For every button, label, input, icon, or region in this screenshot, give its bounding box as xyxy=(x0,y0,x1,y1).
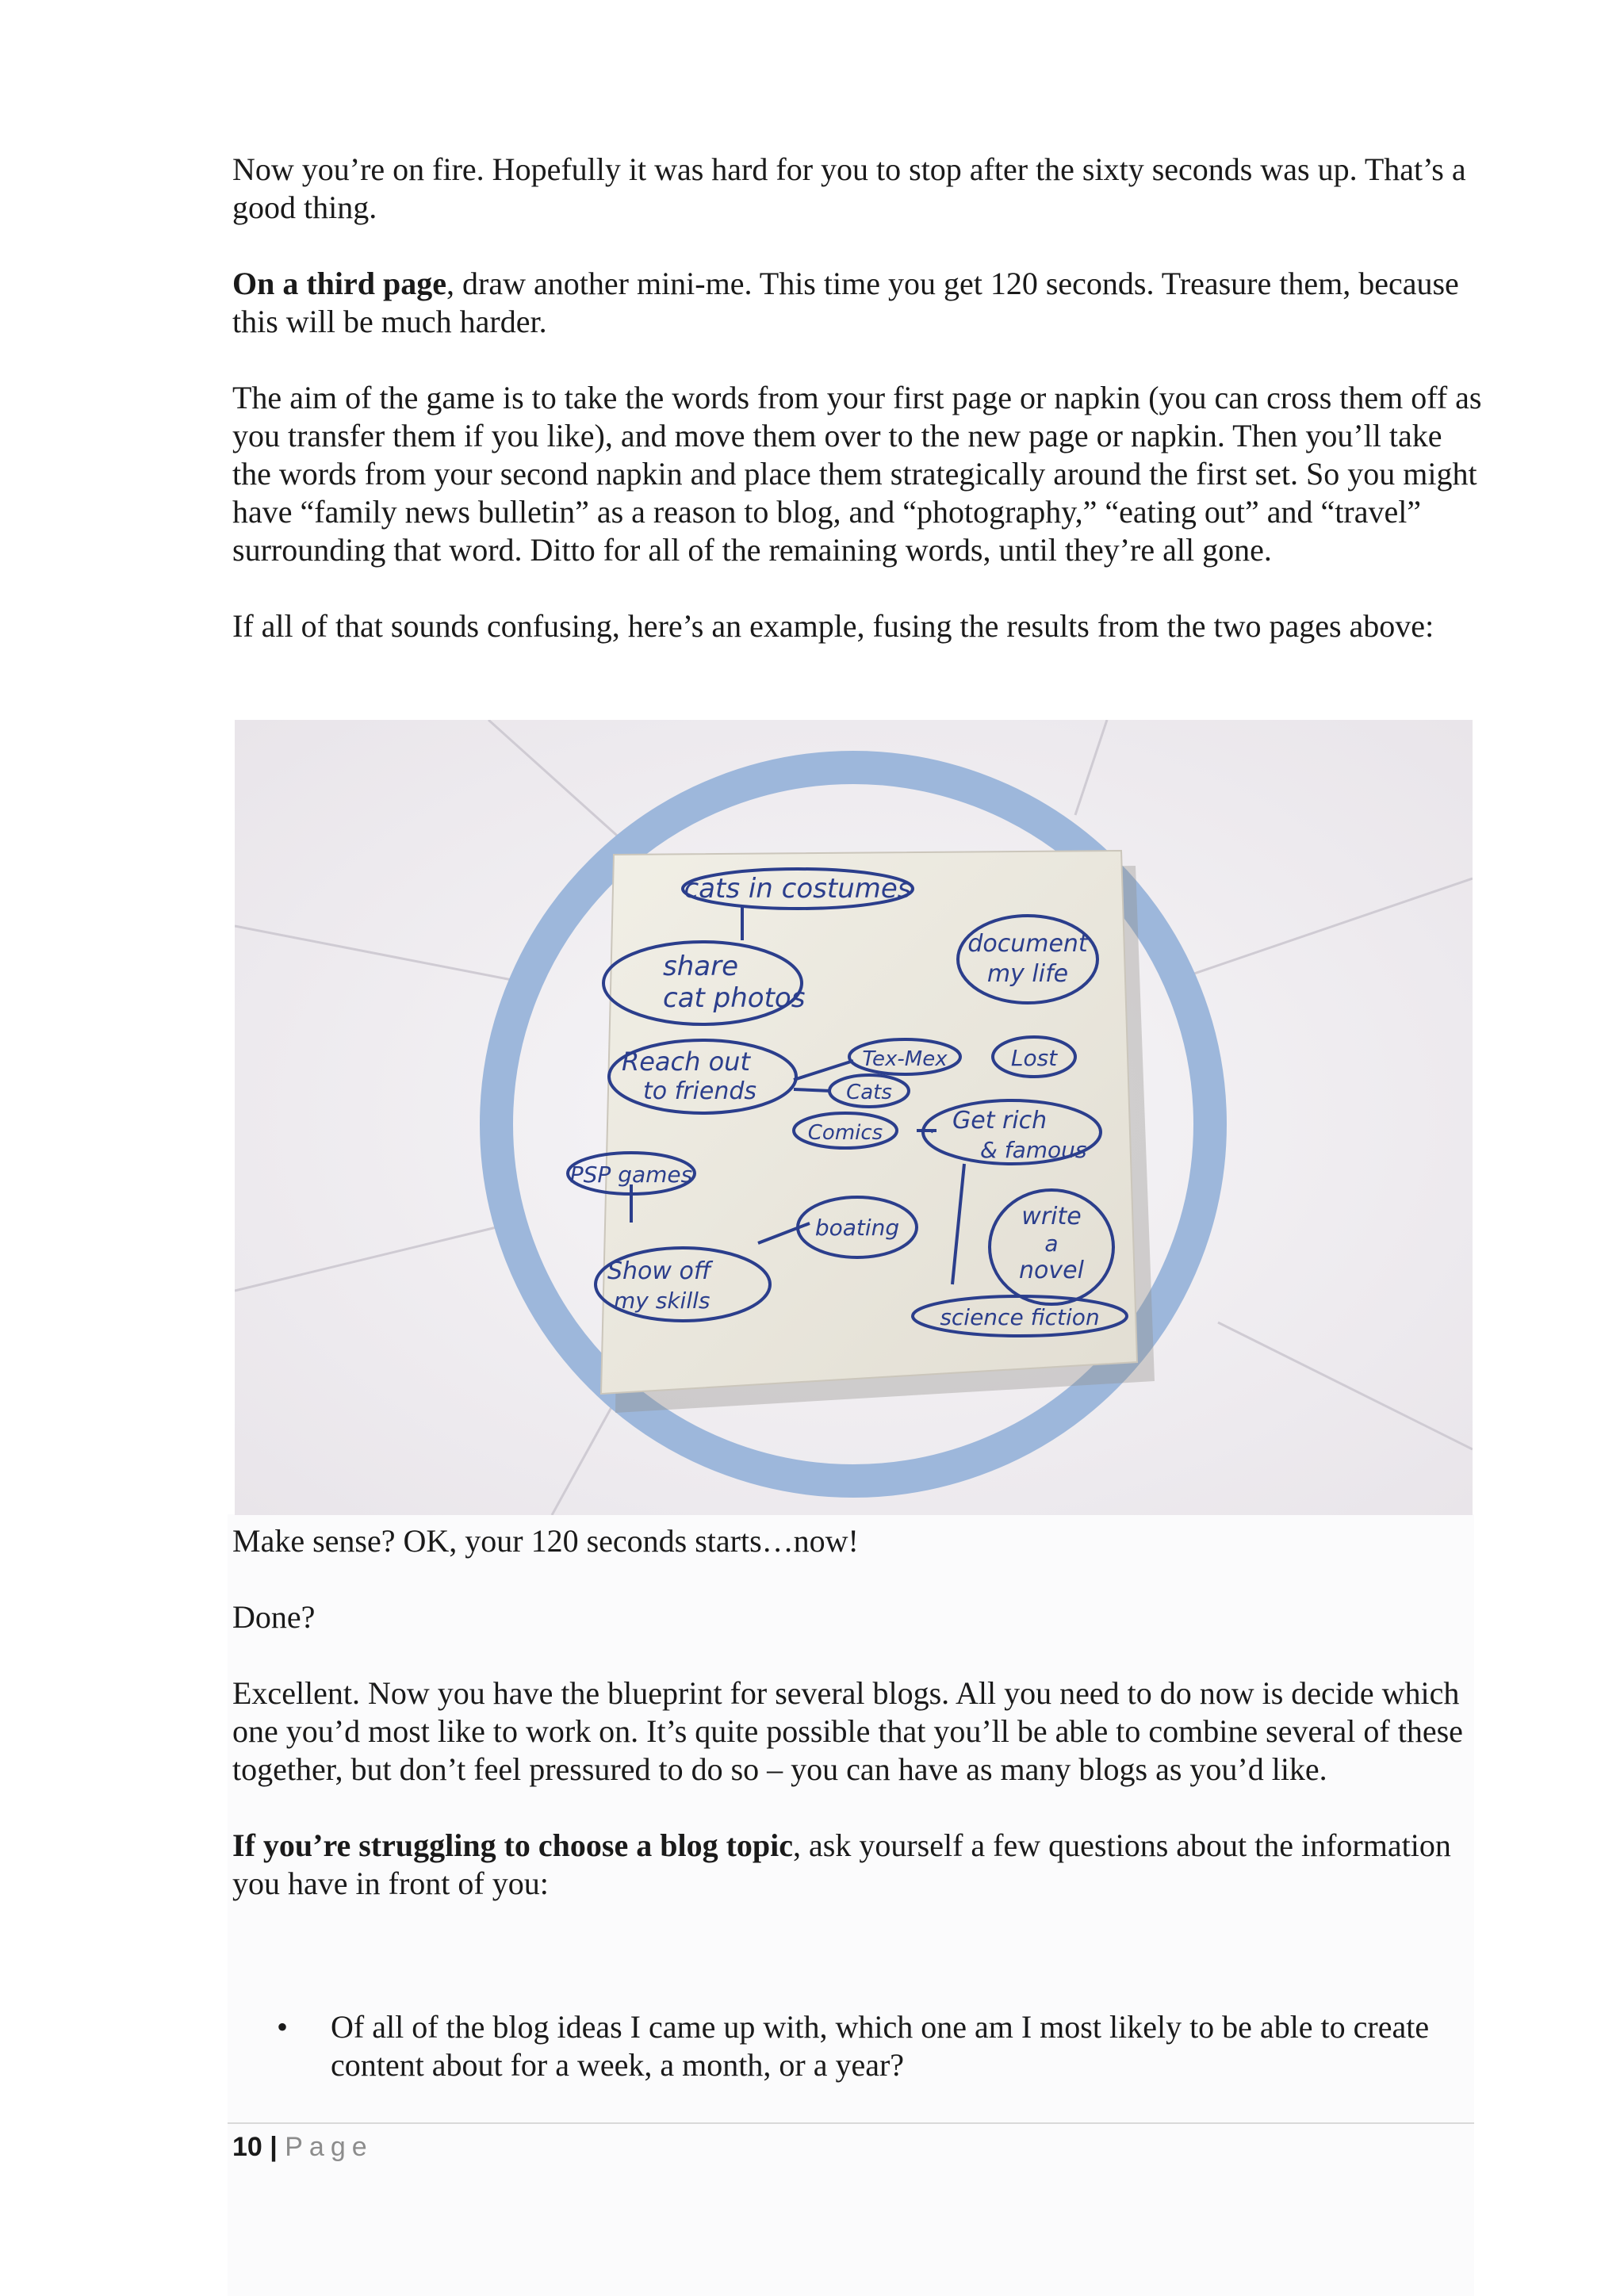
node-write-label-2: a xyxy=(1044,1230,1059,1257)
bullet-list xyxy=(232,2008,1485,2084)
node-show-label-1: Show off xyxy=(607,1257,711,1285)
node-boating-label: boating xyxy=(814,1215,900,1241)
node-share-label-1: share xyxy=(663,951,738,982)
node-rich-label-2: & famous xyxy=(980,1137,1087,1163)
paragraph-8-text: , ask yourself a few questions about the information you have in front of you: xyxy=(232,1827,1451,1901)
paragraph-2-text: , draw another mini-me. This time you get 120 seconds. Treasure them, because this will be much harder. xyxy=(232,266,1459,339)
node-document-label-2: my life xyxy=(986,960,1069,988)
paragraph-7: Excellent. Now you have the blueprint for several blogs. All you need to do now is decide which one you’d most like to work on. It’s quite possible that you’ll be able to combine several of these together, but don’t feel pressured to do so – you can have as many blogs as you’d like. xyxy=(232,1675,1463,1787)
node-scifi-label: science fiction xyxy=(940,1304,1100,1330)
page-number: 10 xyxy=(232,2132,262,2162)
paragraph-3: The aim of the game is to take the words from your first page or napkin (you can cross them off as you transfer them if you like), and move them over to the new page or napkin. Then you’ll take the words from your second napkin and place them strategically around the first set. So you might have “family news bulletin” as a reason to blog, and “photography,” “eating out” and “travel” surrounding that word. Ditto for all of the remaining words, until they’re all gone. xyxy=(232,380,1482,568)
node-reach-label-2: to friends xyxy=(643,1077,757,1105)
bullet-item-1 xyxy=(232,2008,1485,2084)
footer-separator: | xyxy=(262,2132,285,2162)
paragraph-8 xyxy=(232,1827,1485,1903)
paragraph-2 xyxy=(232,265,1485,341)
paragraph-5: Make sense? OK, your 120 seconds starts…now! xyxy=(232,1523,859,1559)
bullet-glyph: • xyxy=(277,2009,289,2045)
node-document-label-1: document xyxy=(967,930,1088,958)
page-footer xyxy=(232,2131,373,2163)
node-psp-label: PSP games xyxy=(569,1161,693,1188)
footer-rule xyxy=(228,2122,1474,2124)
node-tex-mex-label: Tex-Mex xyxy=(862,1047,948,1071)
node-show-label-2: my skills xyxy=(614,1288,710,1314)
napkin-mindmap-photo xyxy=(235,720,1473,1515)
bullet-item-1-text: Of all of the blog ideas I came up with, which one am I most likely to be able to create content about for a week, a month, or a year? xyxy=(331,2009,1430,2083)
node-cats-in-costumes-label: cats in costumes xyxy=(684,873,912,905)
paragraph-6: Done? xyxy=(232,1599,316,1635)
node-cats-in-costumes xyxy=(683,869,913,909)
paragraph-4: If all of that sounds confusing, here’s an example, fusing the results from the two pages above: xyxy=(232,608,1434,644)
node-reach-label-1: Reach out xyxy=(622,1047,750,1077)
node-lost-label: Lost xyxy=(1010,1045,1058,1071)
paragraph-2-bold: On a third page xyxy=(232,266,447,301)
node-rich-label-1: Get rich xyxy=(952,1107,1048,1135)
paragraph-1: Now you’re on fire. Hopefully it was hard for you to stop after the sixty seconds was up. That’s a good thing. xyxy=(232,151,1466,225)
node-comics-label: Comics xyxy=(807,1121,883,1145)
node-write-label-3: novel xyxy=(1019,1257,1084,1284)
node-share-label-2: cat photos xyxy=(663,982,806,1014)
paragraph-8-bold: If you’re struggling to choose a blog topic xyxy=(232,1827,794,1863)
node-write-label-1: write xyxy=(1021,1203,1082,1230)
page-label: Page xyxy=(285,2132,373,2162)
node-cats-label: Cats xyxy=(846,1081,892,1104)
